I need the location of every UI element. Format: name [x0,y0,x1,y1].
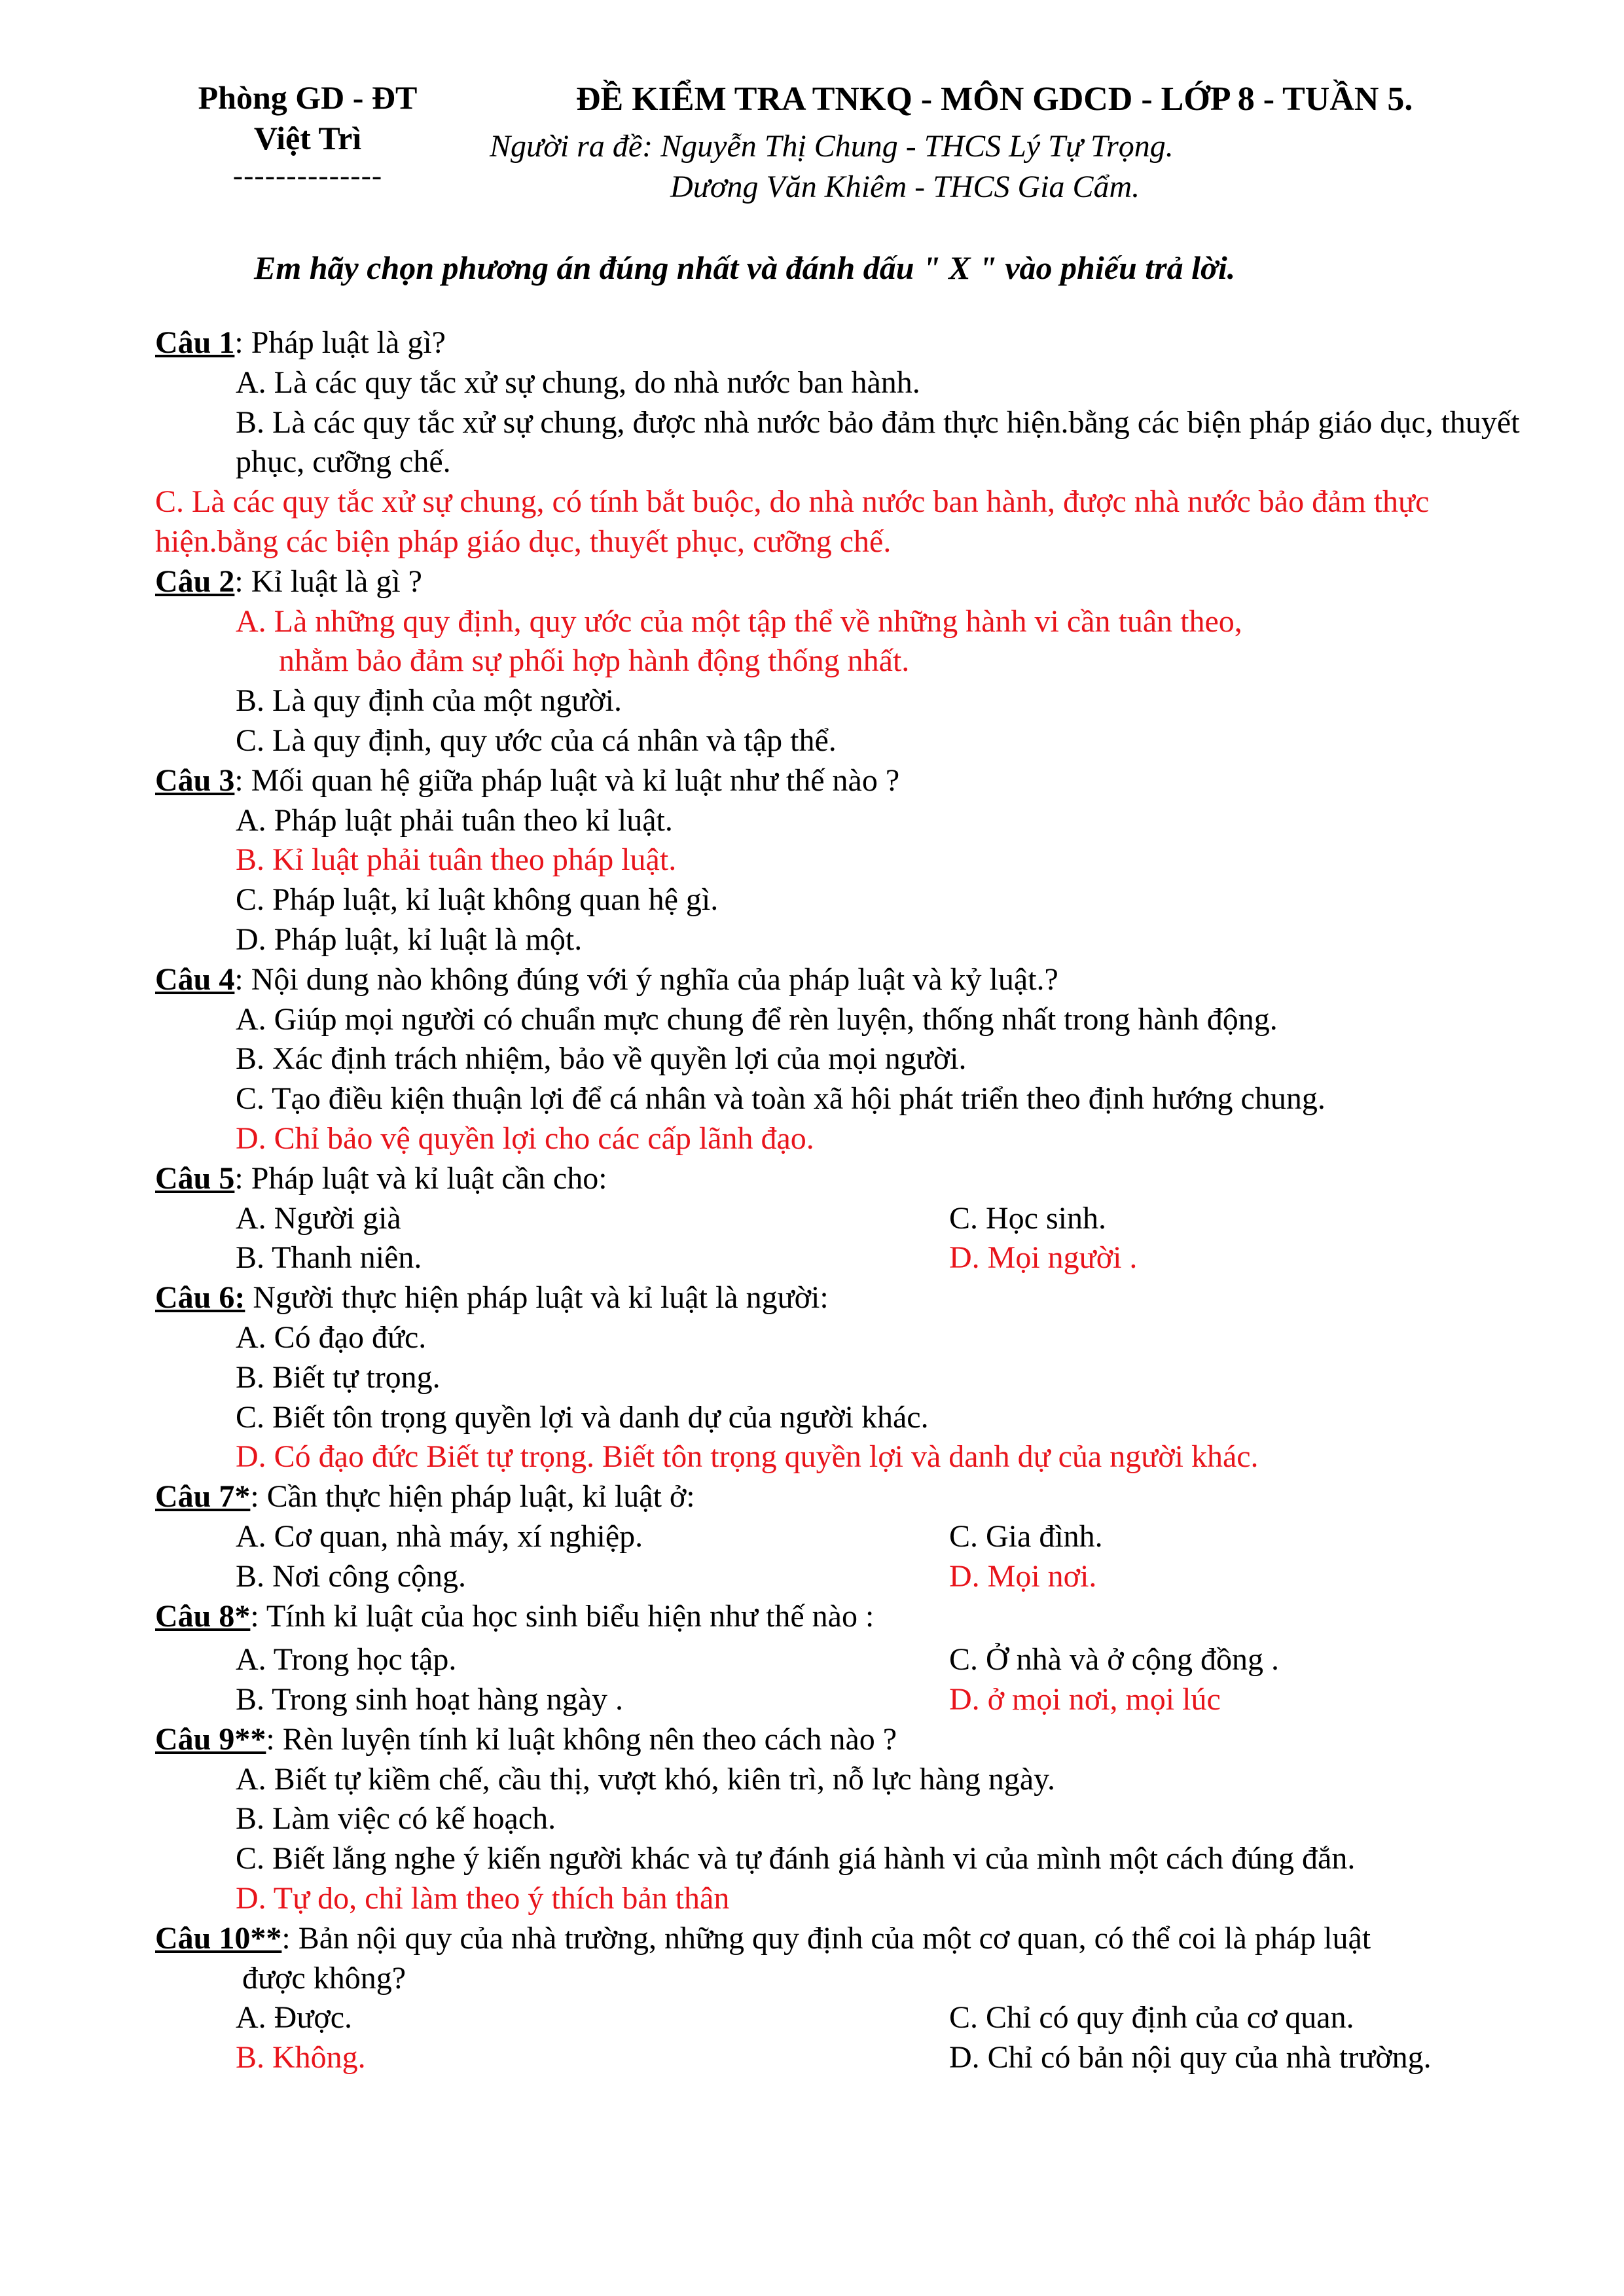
option-7c: C. Gia đình. [949,1518,1103,1554]
options-row [155,1238,1549,1278]
options-row [155,1680,1549,1720]
question-text: : Mối quan hệ giữa pháp luật và kỉ luật như thế nào ? [234,762,900,798]
question-label: Câu 4 [155,961,235,997]
option-9b: B. Làm việc có kế hoạch. [236,1801,556,1837]
option-5c: C. Học sinh. [949,1200,1106,1236]
option-6d-correct [155,1437,1549,1477]
question-text: : Rèn luyện tính kỉ luật không nên theo cách nào ? [266,1721,897,1757]
option-7b: B. Nơi công cộng. [236,1558,467,1594]
option-2b: B. Là quy định của một người. [236,683,622,719]
question-8 [155,1597,1549,1637]
question-label: Câu 5 [155,1160,235,1196]
option-6c: C. Biết tôn trọng quyền lợi và danh dự của người khác. [236,1399,929,1435]
question-7 [155,1477,1549,1517]
question-4 [155,960,1549,1000]
option-8d-correct: D. ở mọi nơi, mọi lúc [949,1682,1221,1717]
option-3b-correct: B. Kỉ luật phải tuân theo pháp luật. [236,842,677,878]
question-text: Người thực hiện pháp luật và kỉ luật là người: [245,1280,829,1316]
option-4b: B. Xác định trách nhiệm, bảo về quyền lợi của mọi người. [236,1041,967,1077]
option-6b: B. Biết tự trọng. [236,1359,441,1395]
question-text: : Pháp luật là gì? [234,325,446,360]
question-3 [155,761,1549,801]
question-text: : Cần thực hiện pháp luật, kỉ luật ở: [250,1479,695,1515]
question-list [155,323,1549,2078]
options-row [155,1517,1549,1557]
option-3a: A. Pháp luật phải tuân theo kỉ luật. [236,802,673,838]
question-text: : Nội dung nào không đúng với ý nghĩa của pháp luật và kỷ luật.? [234,961,1058,997]
question-label: Câu 1 [155,325,235,360]
option-1b [155,403,1549,483]
question-6 [155,1278,1549,1318]
option-7d-correct: D. Mọi nơi. [949,1558,1097,1594]
question-text: : Kỉ luật là gì ? [234,564,422,599]
option-10a: A. Được. [236,2000,353,2036]
option-5b: B. Thanh niên. [236,1240,422,1276]
option-8c: C. Ở nhà và ở cộng đồng . [949,1642,1279,1677]
exam-title: ĐỀ KIỂM TRA TNKQ - MÔN GDCD - LỚP 8 - TUẦN 5. [576,81,1413,118]
author-line-2: Dương Văn Khiêm - THCS Gia Cẩm. [670,170,1140,204]
options-row [155,1557,1549,1597]
header-divider: -------------- [232,158,383,192]
question-1 [155,323,1549,363]
question-label: Câu 3 [155,762,235,798]
option-2a-correct: A. Là những quy định, quy ước của một tập thể về những hành vi cần tuân theo, [236,603,1242,639]
question-9 [155,1720,1549,1760]
question-label: Câu 10** [155,1920,282,1956]
option-7a: A. Cơ quan, nhà máy, xí nghiệp. [236,1518,643,1554]
option-1b-text: B. Là các quy tắc xử sự chung, được nhà nước bảo đảm thực hiện.bằng các biện pháp giáo dục, thuyết phục, cưỡng chế. [236,404,1520,480]
option-1c-correct: C. Là các quy tắc xử sự chung, có tính bắt buộc, do nhà nước ban hành, được nhà nước bảo đảm thực hiện.bằng các biện pháp giáo dục, thuyết phục, cưỡng chế. [155,484,1430,559]
question-label: Câu 8* [155,1598,251,1634]
question-label: Câu 2 [155,564,235,599]
option-1a: A. Là các quy tắc xử sự chung, do nhà nước ban hành. [236,365,920,400]
options-row [155,1640,1549,1680]
department-header [177,77,439,192]
option-10c: C. Chỉ có quy định của cơ quan. [949,2000,1354,2036]
question-label: Câu 6: [155,1280,245,1316]
option-8a: A. Trong học tập. [236,1642,457,1677]
option-10d: D. Chỉ có bản nội quy của nhà trường. [949,2040,1432,2075]
question-10 [155,1919,1549,1959]
department-name: Phòng GD - ĐT [198,79,418,116]
option-3c: C. Pháp luật, kỉ luật không quan hệ gì. [236,882,719,918]
question-label: Câu 9** [155,1721,266,1757]
option-6d-text: D. Có đạo đức Biết tự trọng. Biết tôn trọng quyền lợi và danh dự của người khác. [236,1439,1259,1475]
options-row [155,1998,1549,2038]
option-6a: A. Có đạo đức. [236,1319,427,1355]
option-5a: A. Người già [236,1200,401,1236]
option-4c: C. Tạo điều kiện thuận lợi để cá nhân và toàn xã hội phát triển theo định hướng chung. [236,1081,1326,1117]
option-2a-continuation: nhằm bảo đảm sự phối hợp hành động thống nhất. [279,643,910,679]
option-4a: A. Giúp mọi người có chuẩn mực chung để rèn luyện, thống nhất trong hành động. [236,1001,1278,1037]
option-5d-correct: D. Mọi người . [949,1240,1138,1276]
question-5 [155,1159,1549,1199]
question-2 [155,562,1549,602]
question-label: Câu 7* [155,1479,251,1515]
author-line-1: Người ra đề: Nguyễn Thị Chung - THCS Lý Tự Trọng. [490,129,1174,164]
instruction: Em hãy chọn phương án đúng nhất và đánh dấu " X " vào phiếu trả lời. [254,249,1236,286]
option-10b-correct: B. Không. [236,2040,366,2075]
question-text: : Bản nội quy của nhà trường, những quy định của một cơ quan, có thể coi là pháp luật [281,1920,1371,1956]
option-8b: B. Trong sinh hoạt hàng ngày . [236,1682,624,1717]
option-3d: D. Pháp luật, kỉ luật là một. [236,922,583,957]
question-text: : Pháp luật và kỉ luật cần cho: [234,1160,607,1196]
options-row [155,2038,1549,2078]
option-2c: C. Là quy định, quy ước của cá nhân và tập thể. [236,723,837,758]
question-10-continuation: được không? [242,1960,406,1996]
option-9a: A. Biết tự kiềm chế, cầu thị, vượt khó, kiên trì, nỗ lực hàng ngày. [236,1761,1056,1797]
district-name: Việt Trì [253,120,362,156]
question-text: : Tính kỉ luật của học sinh biểu hiện như thế nào : [250,1598,875,1634]
option-4d-correct: D. Chỉ bảo vệ quyền lợi cho các cấp lãnh đạo. [236,1121,814,1156]
option-9c: C. Biết lắng nghe ý kiến người khác và tự đánh giá hành vi của mình một cách đúng đắn. [236,1841,1356,1876]
options-row [155,1199,1549,1239]
option-9d-correct: D. Tự do, chỉ làm theo ý thích bản thân [236,1881,730,1916]
